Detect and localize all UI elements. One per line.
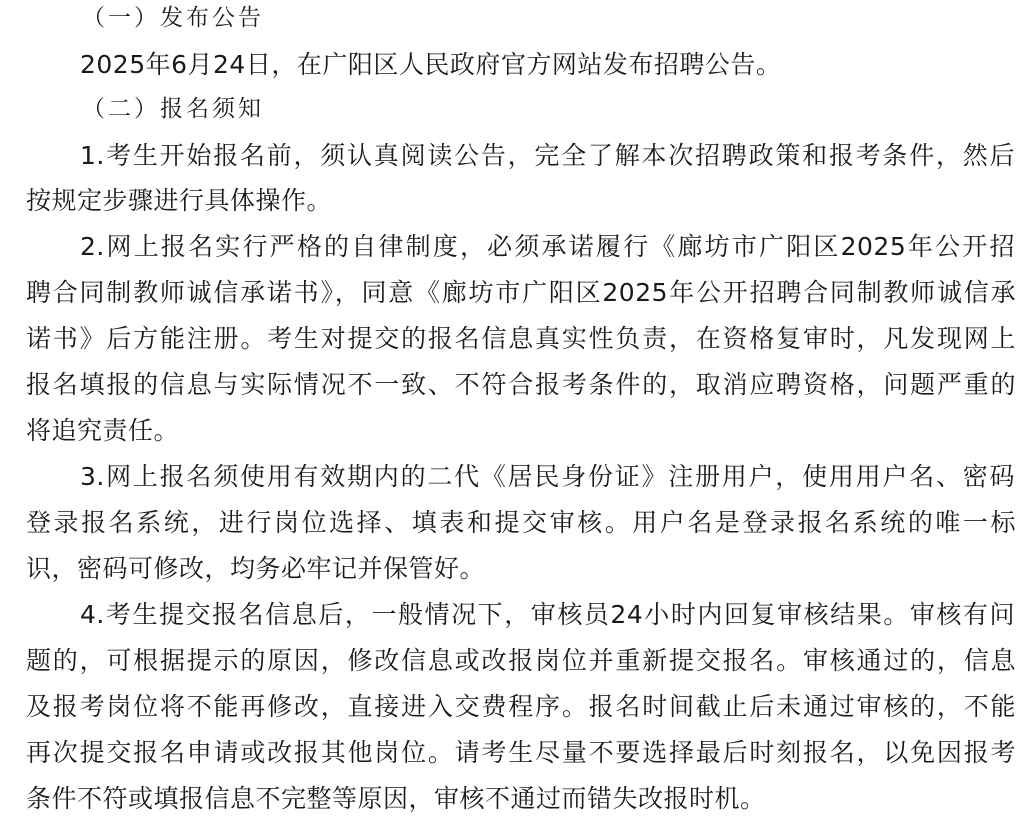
item4-line4: 再次提交报名申请或改报其他岗位。请考生尽量不要选择最后时刻报名，以免因报考 (26, 738, 1016, 767)
item3-line2: 登录报名系统，进行岗位选择、填表和提交审核。用户名是登录报名系统的唯一标 (26, 508, 1016, 537)
section-heading-publish: （一）发布公告 (82, 5, 264, 31)
item3-line1: 3.网上报名须使用有效期内的二代《居民身份证》注册用户，使用用户名、密码 (80, 462, 1015, 491)
item4-line3: 及报考岗位将不能再修改，直接进入交费程序。报名时间截止后未通过审核的，不能 (26, 692, 1016, 721)
item3-line3: 识，密码可修改，均务必牢记并保管好。 (26, 554, 486, 583)
item2-line1: 2.网上报名实行严格的自律制度，必须承诺履行《廊坊市广阳区2025年公开招 (80, 232, 1015, 261)
item2-line5: 将追究责任。 (26, 416, 180, 445)
section-heading-registration: （二）报名须知 (82, 96, 264, 122)
announcement-paragraph: 2025年6月24日，在广阳区人民政府官方网站发布招聘公告。 (80, 50, 782, 79)
item4-line5: 条件不符或填报信息不完整等原因，审核不通过而错失改报时机。 (26, 784, 766, 813)
item1-line1: 1.考生开始报名前，须认真阅读公告，完全了解本次招聘政策和报考条件，然后 (80, 141, 1015, 170)
item4-line1: 4.考生提交报名信息后，一般情况下，审核员24小时内回复审核结果。审核有问 (80, 600, 1015, 629)
item2-line2: 聘合同制教师诚信承诺书》，同意《廊坊市广阳区2025年公开招聘合同制教师诚信承 (26, 278, 1016, 307)
item4-line2: 题的，可根据提示的原因，修改信息或改报岗位并重新提交报名。审核通过的，信息 (26, 646, 1016, 675)
item1-line2: 按规定步骤进行具体操作。 (26, 186, 333, 215)
item2-line3: 诺书》后方能注册。考生对提交的报名信息真实性负责，在资格复审时，凡发现网上 (26, 324, 1016, 353)
item2-line4: 报名填报的信息与实际情况不一致、不符合报考条件的，取消应聘资格，问题严重的 (26, 370, 1016, 399)
